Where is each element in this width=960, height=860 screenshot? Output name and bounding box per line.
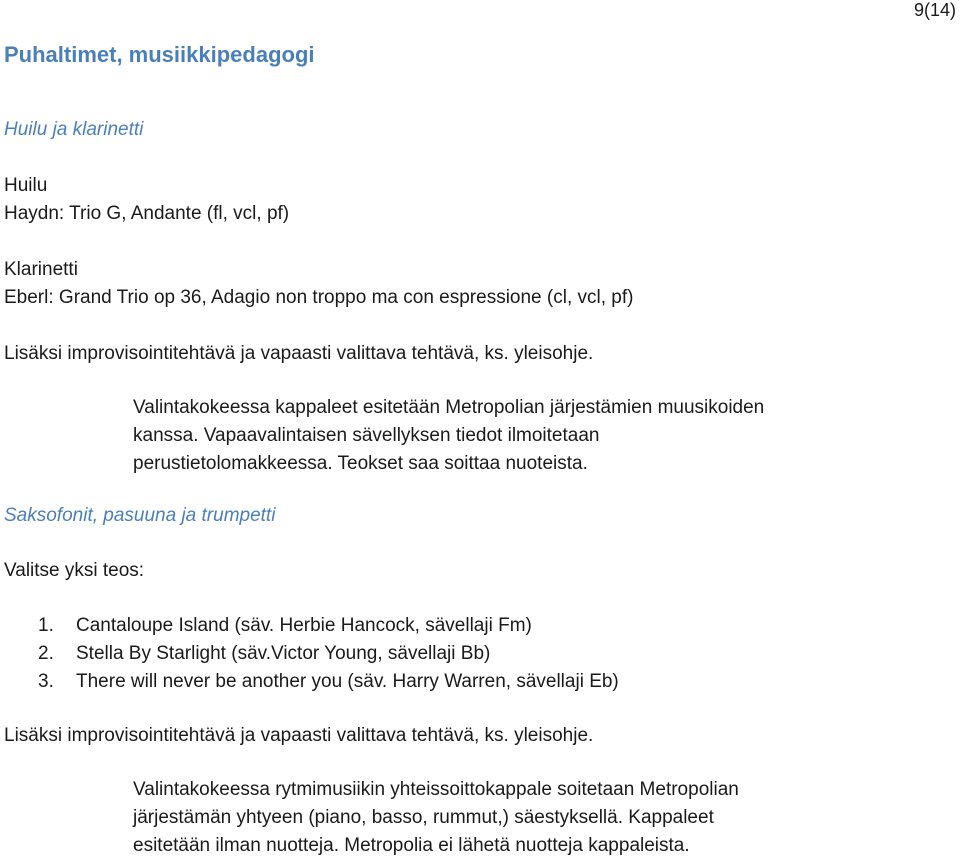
note-line: järjestämän yhtyeen (piano, basso, rummut,) säestyksellä. Kappaleet (133, 807, 714, 828)
note-paragraph (133, 394, 764, 478)
list-item (37, 640, 619, 668)
note-line: esitetään ilman nuotteja. Metropolia ei lähetä nuotteja kappaleista. (133, 835, 690, 856)
clarinet-label: Klarinetti (4, 259, 78, 280)
note-line: perustietolomakkeessa. Teokset saa soittaa nuoteista. (133, 453, 588, 474)
section-heading-sax-brass: Saksofonit, pasuuna ja trumpetti (4, 505, 276, 526)
list-item-number: 1. (38, 615, 54, 636)
piece-list (37, 612, 619, 696)
list-item (37, 612, 619, 640)
flute-label: Huilu (4, 175, 48, 196)
list-item-text: There will never be another you (säv. Harry Warren, sävellaji Eb) (76, 671, 619, 692)
list-item-text: Stella By Starlight (säv.Victor Young, sävellaji Bb) (76, 643, 491, 664)
list-item-text: Cantaloupe Island (säv. Herbie Hancock, sävellaji Fm) (76, 615, 532, 636)
clarinet-piece: Eberl: Grand Trio op 36, Adagio non troppo ma con espressione (cl, vcl, pf) (4, 287, 634, 308)
note-line: Valintakokeessa kappaleet esitetään Metropolian järjestämien muusikoiden (133, 397, 765, 418)
extra-task-text: Lisäksi improvisointitehtävä ja vapaasti valittava tehtävä, ks. yleisohje. (4, 343, 594, 364)
note-line: kanssa. Vapaavalintaisen sävellyksen tiedot ilmoitetaan (133, 425, 600, 446)
note-paragraph (133, 776, 739, 860)
choose-label: Valitse yksi teos: (4, 560, 145, 581)
flute-piece: Haydn: Trio G, Andante (fl, vcl, pf) (4, 203, 290, 224)
list-item-number: 2. (38, 643, 54, 664)
extra-task-text: Lisäksi improvisointitehtävä ja vapaasti valittava tehtävä, ks. yleisohje. (4, 725, 594, 746)
section-heading-flute-clarinet: Huilu ja klarinetti (4, 119, 144, 140)
page-title: Puhaltimet, musiikkipedagogi (4, 42, 315, 67)
page-number: 9(14) (913, 0, 956, 20)
list-item-number: 3. (38, 671, 54, 692)
list-item (37, 668, 619, 696)
note-line: Valintakokeessa rytmimusiikin yhteissoittokappale soitetaan Metropolian (133, 779, 739, 800)
